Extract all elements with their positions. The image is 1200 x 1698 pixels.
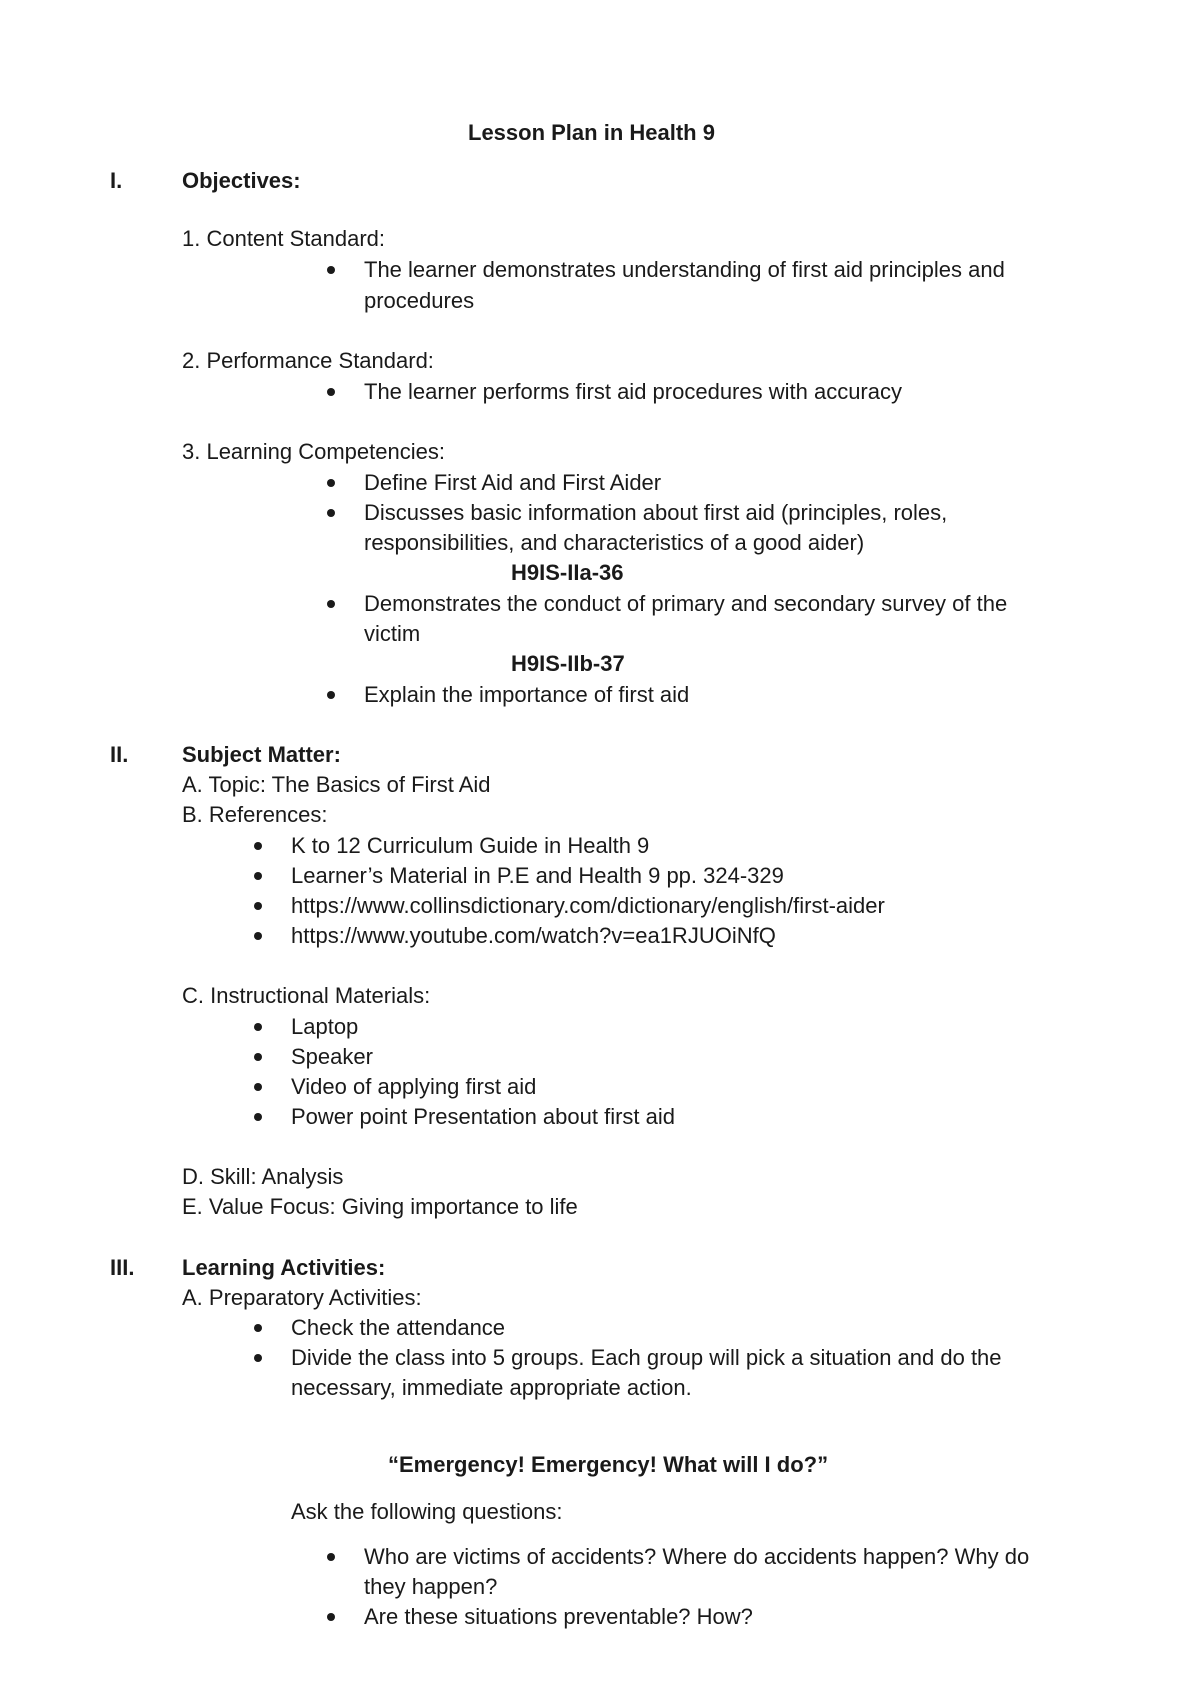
- reference-item: Learner’s Material in P.E and Health 9 pp. 324-329: [291, 863, 784, 888]
- performance-standard-label: 2. Performance Standard:: [182, 348, 434, 373]
- material-item: Laptop: [291, 1014, 359, 1039]
- question-item: Who are victims of accidents? Where do accidents happen? Why do: [364, 1544, 1030, 1569]
- list-item: The learner demonstrates understanding of first aid principles and: [364, 257, 1005, 282]
- page-title: Lesson Plan in Health 9: [468, 120, 715, 145]
- competency-code: H9IS-IIa-36: [511, 560, 624, 585]
- material-item: Power point Presentation about first aid: [291, 1104, 676, 1129]
- bullet-icon: [254, 1053, 262, 1061]
- bullet-icon: [327, 691, 335, 699]
- competency-code: H9IS-IIb-37: [511, 651, 625, 676]
- list-item: Explain the importance of first aid: [364, 682, 690, 707]
- bullet-icon: [327, 388, 335, 396]
- list-item-continuation: responsibilities, and characteristics of a good aider): [364, 530, 865, 555]
- bullet-icon: [327, 509, 335, 517]
- preparatory-label: A. Preparatory Activities:: [182, 1285, 422, 1310]
- section-numeral-subject-matter: II.: [110, 742, 129, 767]
- list-item-continuation: they happen?: [364, 1574, 498, 1599]
- topic-line: A. Topic: The Basics of First Aid: [182, 772, 491, 797]
- content-standard-label: 1. Content Standard:: [182, 226, 386, 251]
- bullet-icon: [254, 932, 262, 940]
- list-item-continuation: procedures: [364, 288, 475, 313]
- material-item: Speaker: [291, 1044, 373, 1069]
- materials-label: C. Instructional Materials:: [182, 983, 431, 1008]
- value-focus-line: E. Value Focus: Giving importance to life: [182, 1194, 578, 1219]
- bullet-icon: [254, 842, 262, 850]
- section-numeral-objectives: I.: [110, 168, 123, 193]
- bullet-icon: [254, 1354, 262, 1362]
- skill-line: D. Skill: Analysis: [182, 1164, 344, 1189]
- list-item: Define First Aid and First Aider: [364, 470, 662, 495]
- bullet-icon: [327, 1553, 335, 1561]
- bullet-icon: [254, 872, 262, 880]
- bullet-icon: [327, 1613, 335, 1621]
- bullet-icon: [254, 902, 262, 910]
- section-heading-learning-activities: Learning Activities:: [182, 1255, 386, 1280]
- reference-link[interactable]: https://www.youtube.com/watch?v=ea1RJUOiNfQ: [291, 923, 776, 948]
- material-item: Video of applying first aid: [291, 1074, 537, 1099]
- competencies-label: 3. Learning Competencies:: [182, 439, 445, 464]
- section-heading-objectives: Objectives:: [182, 168, 301, 193]
- list-item: Demonstrates the conduct of primary and secondary survey of the: [364, 591, 1008, 616]
- references-label: B. References:: [182, 802, 328, 827]
- list-item-continuation: victim: [364, 621, 421, 646]
- bullet-icon: [254, 1083, 262, 1091]
- list-item: Divide the class into 5 groups. Each group will pick a situation and do the: [291, 1345, 1002, 1370]
- bullet-icon: [254, 1324, 262, 1332]
- activity-title: “Emergency! Emergency! What will I do?”: [388, 1452, 829, 1477]
- list-item: Check the attendance: [291, 1315, 506, 1340]
- ask-label: Ask the following questions:: [291, 1499, 563, 1524]
- question-item: Are these situations preventable? How?: [364, 1604, 753, 1629]
- reference-item: K to 12 Curriculum Guide in Health 9: [291, 833, 650, 858]
- bullet-icon: [254, 1023, 262, 1031]
- bullet-icon: [327, 600, 335, 608]
- list-item: Discusses basic information about first aid (principles, roles,: [364, 500, 948, 525]
- bullet-icon: [327, 266, 335, 274]
- bullet-icon: [254, 1113, 262, 1121]
- reference-link[interactable]: https://www.collinsdictionary.com/dictionary/english/first-aider: [291, 893, 885, 918]
- section-heading-subject-matter: Subject Matter:: [182, 742, 341, 767]
- section-numeral-learning-activities: III.: [110, 1255, 135, 1280]
- list-item: The learner performs first aid procedures with accuracy: [364, 379, 902, 404]
- bullet-icon: [327, 479, 335, 487]
- list-item-continuation: necessary, immediate appropriate action.: [291, 1375, 692, 1400]
